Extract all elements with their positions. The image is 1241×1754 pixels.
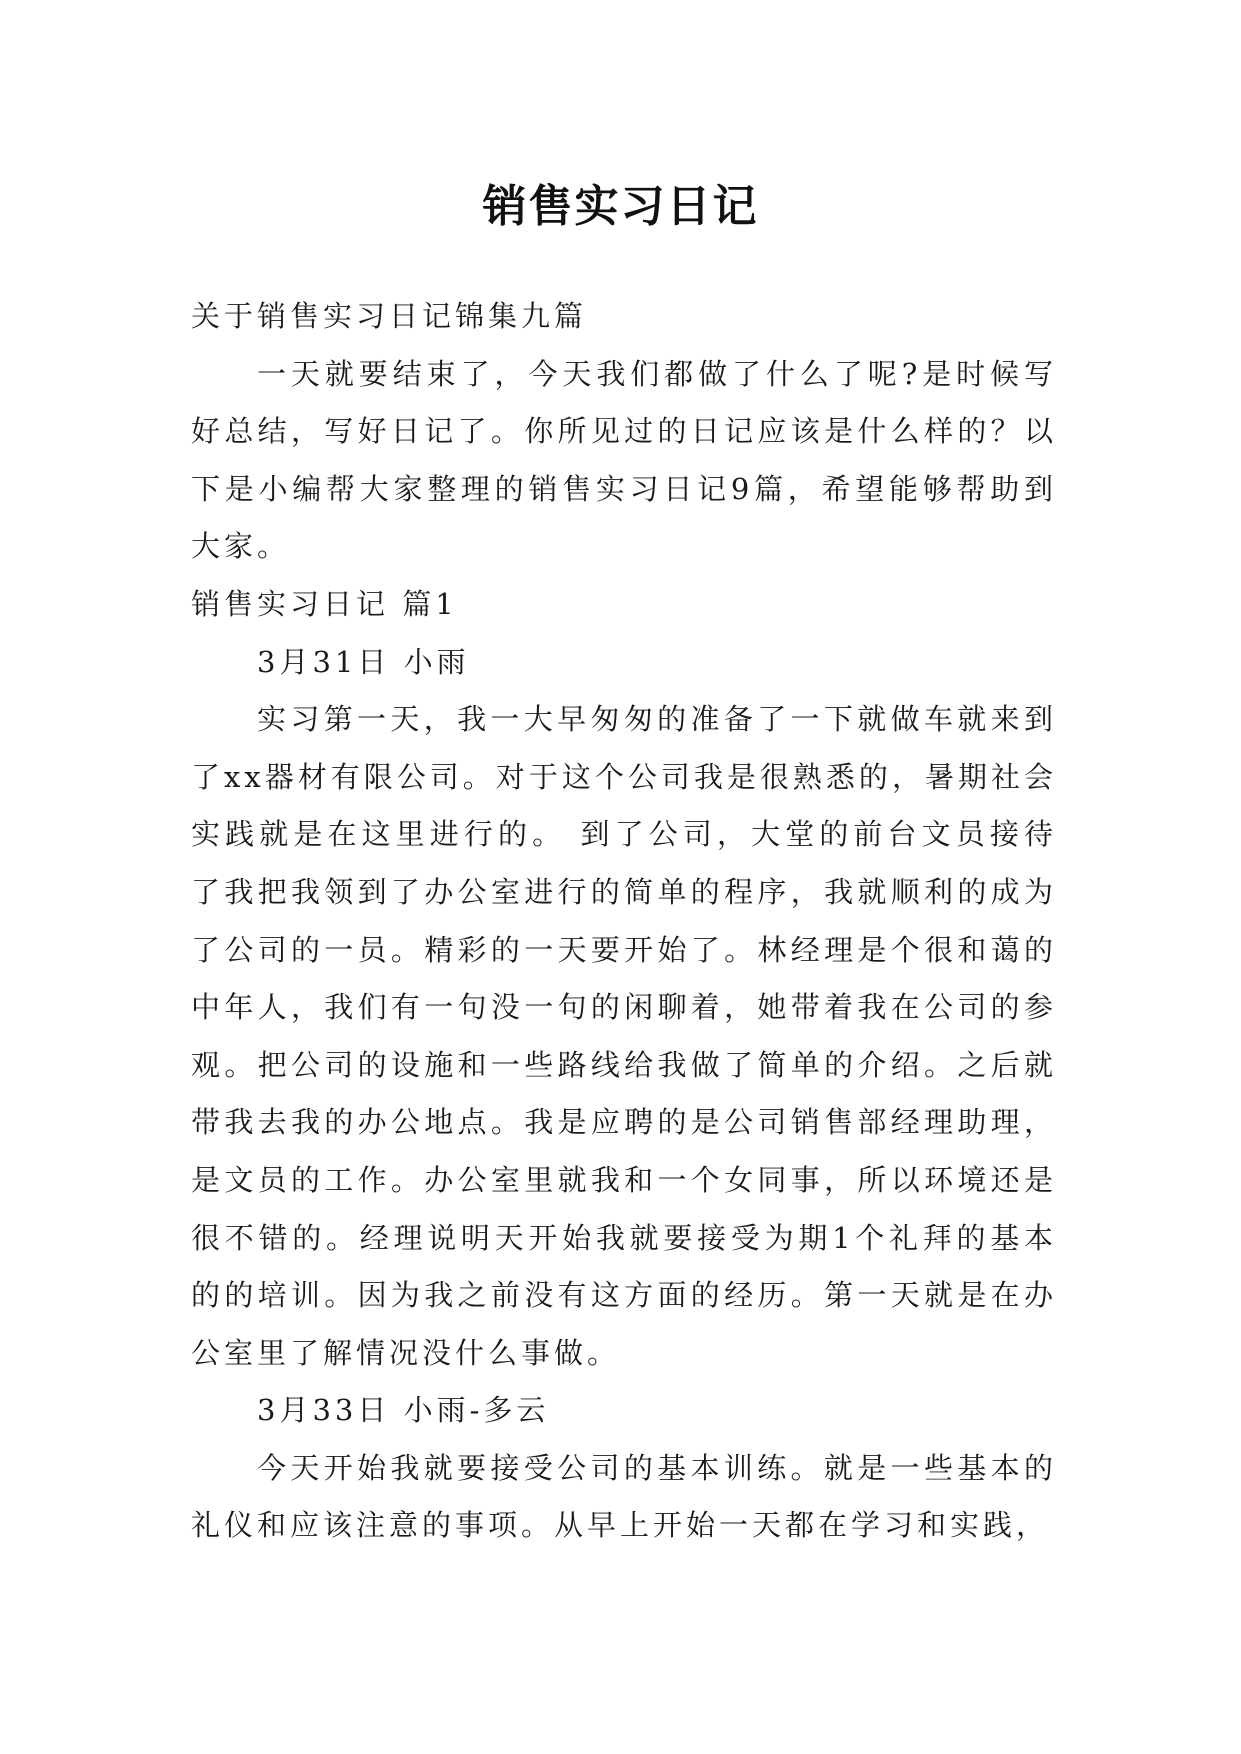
paragraph: 关于销售实习日记锦集九篇 [191, 299, 588, 333]
diary-date-line: 3月31日 小雨 [257, 644, 470, 679]
section-heading: 销售实习日记 篇1 [191, 586, 458, 621]
paragraph: 一天就要结束了，今天我们都做了什么了呢?是时候写好总结，写好日记了。你所见过的日记应该是什么样的？以下是小编帮大家整理的销售实习日记9篇，希望能够帮助到大家。 [191, 356, 1057, 564]
document-title: 销售实习日记 [482, 181, 759, 233]
document-body [191, 288, 1057, 1555]
paragraph: 今天开始我就要接受公司的基本训练。就是一些基本的礼仪和应该注意的事项。从早上开始一天都在学习和实践， [191, 1450, 1057, 1543]
diary-date-line: 3月33日 小雨-多云 [257, 1393, 550, 1428]
paragraph: 实习第一天，我一大早匆匆的准备了一下就做车就来到了xx器材有限公司。对于这个公司我是很熟悉的，暑期社会实践就是在这里进行的。 到了公司，大堂的前台文员接待了我把我领到了办公室进行的简单的程序，我就顺利的成为了公司的一员。精彩的一天要开始了。林经理是个很和蔼的中年人，我们有一句没一句的闲聊着，她带着我在公司的参观。把公司的设施和一些路线给我做了简单的介绍。之后就带我去我的办公地点。我是应聘的是公司销售部经理助理，是文员的工作。办公室里就我和一个女同事，所以环境还是很不错的。经理说明天开始我就要接受为期1个礼拜的基本的的培训。因为我之前没有这方面的经历。第一天就是在办公室里了解情况没什么事做。 [191, 702, 1057, 1370]
